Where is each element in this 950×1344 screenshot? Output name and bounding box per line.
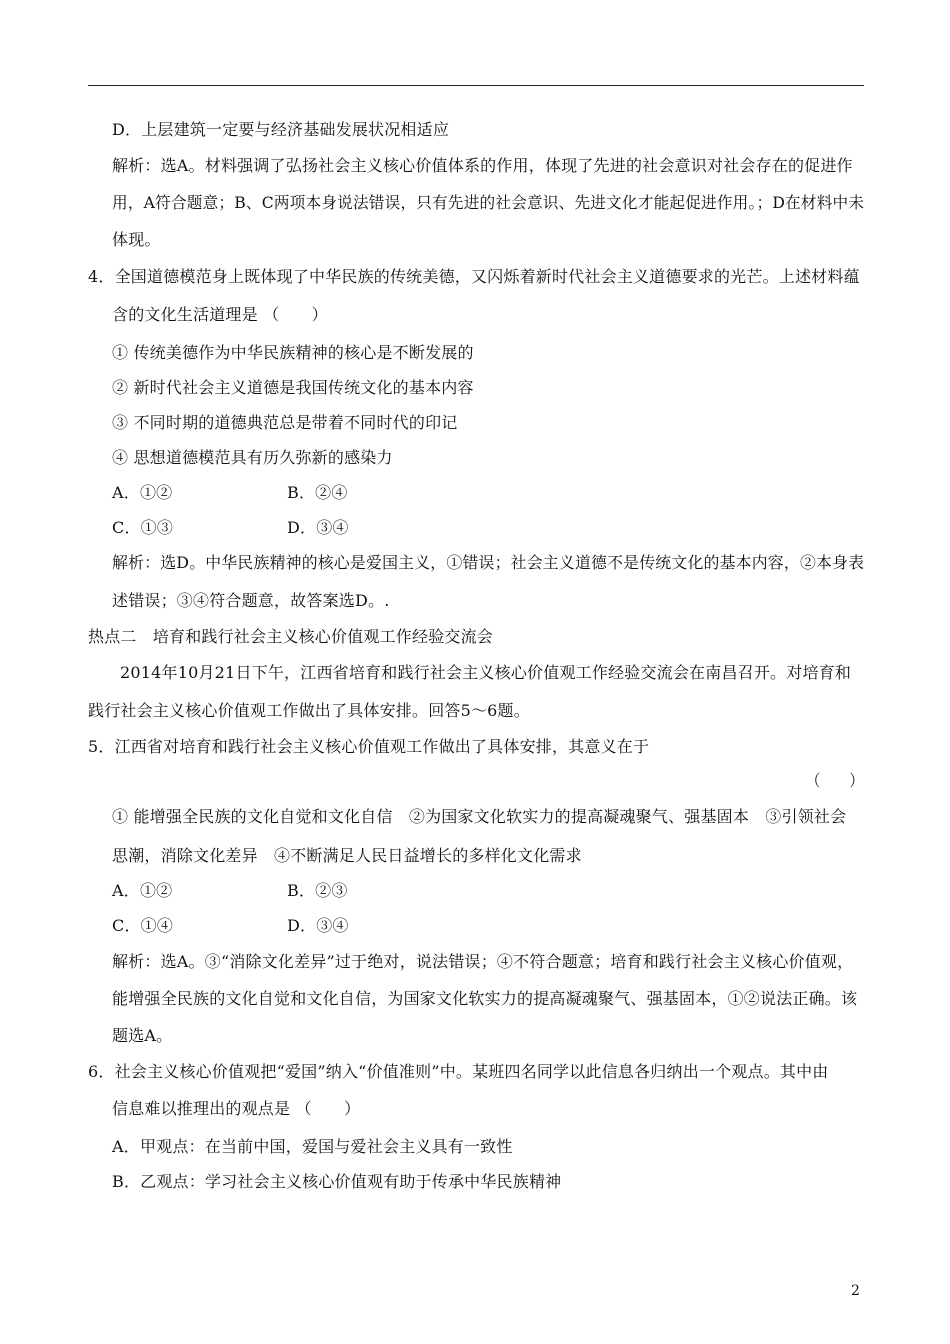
text-line-l32: 信息难以推理出的观点是 （ ） bbox=[112, 1099, 361, 1118]
text-line-l5: 4．全国道德模范身上既体现了中华民族的传统美德，又闪烁着新时代社会主义道德要求的光芒。上述材料蕴 bbox=[88, 267, 860, 286]
text-line-l6: 含的文化生活道理是 （ ） bbox=[112, 305, 328, 324]
text-line-l31: 6．社会主义核心价值观把“爱国”纳入“价值准则”中。某班四名同学以此信息各归纳出一个观点。其中由 bbox=[88, 1062, 829, 1081]
text-line-l16: 述错误；③④符合题意，故答案选D。. bbox=[112, 591, 390, 610]
text-line-l34: B．乙观点：学习社会主义核心价值观有助于传承中华民族精神 bbox=[112, 1172, 562, 1191]
text-line-l11: A．①② bbox=[112, 483, 173, 502]
page-number: 2 bbox=[851, 1283, 860, 1299]
text-line-l15: 解析：选D。中华民族精神的核心是爱国主义，①错误；社会主义道德不是传统文化的基本内容，②本身表 bbox=[112, 553, 865, 572]
text-line-l13: C．①③ bbox=[112, 518, 174, 537]
text-line-l4: 体现。 bbox=[112, 230, 161, 249]
text-line-l8: ② 新时代社会主义道德是我国传统文化的基本内容 bbox=[112, 378, 474, 397]
text-line-l22: ① 能增强全民族的文化自觉和文化自信 ②为国家文化软实力的提高凝魂聚气、强基固本 ③引领社会 bbox=[112, 807, 847, 826]
text-line-l18: 2014年10月21日下午，江西省培育和践行社会主义核心价值观工作经验交流会在南昌召开。对培育和 bbox=[120, 663, 852, 682]
text-line-l2: 解析：选A。材料强调了弘扬社会主义核心价值体系的作用，体现了先进的社会意识对社会存在的促进作 bbox=[112, 156, 853, 175]
text-line-l28: 解析：选A。③“消除文化差异”过于绝对，说法错误；④不符合题意；培育和践行社会主义核心价值观， bbox=[112, 952, 854, 971]
text-line-l29: 能增强全民族的文化自觉和文化自信，为国家文化软实力的提高凝魂聚气、强基固本，①②说法正确。该 bbox=[112, 989, 858, 1008]
text-line-l20: 5．江西省对培育和践行社会主义核心价值观工作做出了具体安排，其意义在于 bbox=[88, 737, 650, 756]
text-line-l12: B．②④ bbox=[287, 483, 348, 502]
header-rule bbox=[88, 85, 864, 86]
text-line-l7: ① 传统美德作为中华民族精神的核心是不断发展的 bbox=[112, 343, 474, 362]
text-line-l24: A．①② bbox=[112, 881, 173, 900]
text-line-l25: B．②③ bbox=[287, 881, 348, 900]
text-line-l33: A．甲观点：在当前中国，爱国与爱社会主义具有一致性 bbox=[112, 1137, 513, 1156]
text-line-l19: 践行社会主义核心价值观工作做出了具体安排。回答5～6题。 bbox=[88, 701, 530, 720]
text-line-l9: ③ 不同时期的道德典范总是带着不同时代的印记 bbox=[112, 413, 458, 432]
text-line-l26: C．①④ bbox=[112, 916, 174, 935]
text-line-l1: D．上层建筑一定要与经济基础发展状况相适应 bbox=[112, 120, 450, 139]
text-line-l10: ④ 思想道德模范具有历久弥新的感染力 bbox=[112, 448, 393, 467]
text-line-l3: 用，A符合题意；B、C两项本身说法错误，只有先进的社会意识、先进文化才能起促进作用。；D在材料中未 bbox=[112, 193, 865, 212]
text-line-l14: D．③④ bbox=[287, 518, 349, 537]
text-line-l27: D．③④ bbox=[287, 916, 349, 935]
text-line-l23: 思潮，消除文化差异 ④不断满足人民日益增长的多样化文化需求 bbox=[112, 846, 582, 865]
text-line-l30: 题选A。 bbox=[112, 1026, 173, 1045]
text-line-l21: （ ） bbox=[806, 771, 864, 790]
text-line-l17: 热点二 培育和践行社会主义核心价值观工作经验交流会 bbox=[88, 627, 494, 646]
